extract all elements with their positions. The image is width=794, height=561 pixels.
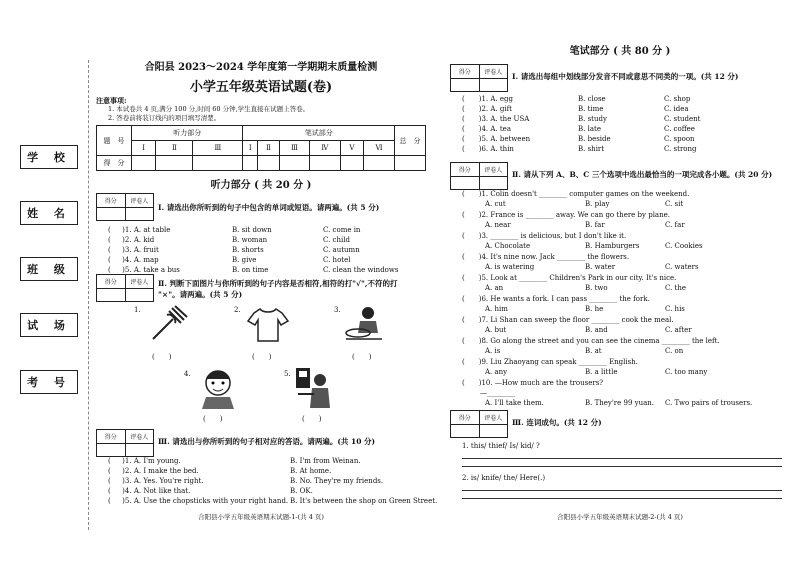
answer-line[interactable] — [462, 458, 782, 459]
option-b: B. at — [585, 347, 602, 355]
score-label: 得分 — [104, 433, 117, 441]
option-c: C. idea — [664, 105, 689, 113]
grader-label: 评卷人 — [125, 430, 154, 443]
table-col: Ⅰ — [243, 141, 257, 156]
option-c: C. autumn — [323, 246, 360, 254]
option-b: B. shirt — [578, 145, 605, 153]
question: ( )3. ________ is delicious, but I don't like it. — [462, 232, 627, 240]
cooking-picture — [344, 303, 384, 343]
score-table — [96, 125, 426, 171]
page-footer-2: 合阳县小学五年级英语期末试题-2-(共 4 页) — [557, 513, 683, 521]
page-footer-1: 合阳县小学五年级英语期末试题-1-(共 4 页) — [198, 513, 324, 521]
exam-title-line2: 小学五年级英语试题(卷) — [189, 80, 333, 95]
option-a: ( )4. A. Not like that. — [108, 487, 191, 495]
option-c: C. spoon — [664, 135, 695, 143]
school-label: 学 校 — [20, 145, 78, 169]
binding-line — [88, 60, 89, 530]
option-b: B. woman — [232, 236, 268, 244]
option-a: ( )5. A. between — [462, 135, 531, 143]
grader-label: 评卷人 — [479, 411, 508, 424]
grader-label: 评卷人 — [479, 65, 508, 78]
answer-paren[interactable]: ( ) — [352, 353, 372, 361]
l2-title-cont: "×"。请两遍。(共 5 分) — [158, 290, 243, 299]
answer-line[interactable] — [462, 466, 782, 467]
grader-label: 评卷人 — [125, 275, 154, 288]
option-b: B. time — [578, 105, 604, 113]
option-a: A. any — [485, 368, 508, 376]
pic-num: 4. — [184, 370, 191, 378]
option-b: B. study — [578, 115, 607, 123]
option-c: C. student — [664, 115, 701, 123]
option-a: ( )1. A. egg — [462, 95, 513, 103]
option-c: C. Cookies — [665, 242, 703, 250]
option-c: C. Two pairs of trousers. — [665, 399, 753, 407]
option-b: B. close — [578, 95, 606, 103]
option-a: A. near — [485, 221, 511, 229]
option-c: C. coffee — [664, 125, 695, 133]
option-c: C. after — [665, 326, 692, 334]
answer-paren[interactable]: ( ) — [302, 415, 322, 423]
option-c: C. shop — [664, 95, 691, 103]
option-a: ( )3. A. fruit — [108, 246, 159, 254]
question-cont: —________ — [480, 389, 515, 397]
table-col: Ⅱ — [257, 141, 279, 156]
question: ( )1. Colin doesn't ________ computer games on the weekend. — [462, 190, 690, 198]
option-b: B. on time — [232, 266, 269, 274]
option-a: ( )6. A. thin — [462, 145, 514, 153]
notice-line1: 1. 本试卷共 4 页,满分 100 分,时间 60 分钟,学生直接在试题上答卷。 — [108, 105, 310, 113]
option-b: B. shorts — [232, 246, 264, 254]
option-c: C. the — [665, 284, 687, 292]
score-box — [450, 162, 508, 190]
table-header-total: 总 分 — [395, 126, 426, 156]
score-box — [450, 64, 508, 92]
score-box — [450, 410, 508, 438]
option-a: A. is — [485, 347, 501, 355]
option-a: ( )1. A. at table — [108, 226, 171, 234]
option-c: C. clean the windows — [323, 266, 399, 274]
option-b: B. OK. — [290, 487, 313, 495]
option-c: C. his — [665, 305, 685, 313]
option-b: B. No. They're my friends. — [290, 477, 384, 485]
l1-title: Ⅰ. 请选出你所听到的句子中包含的单词或短语。请两遍。(共 5 分) — [158, 203, 380, 212]
boy-picture — [196, 367, 240, 409]
option-a: A. I'll take them. — [485, 399, 544, 407]
answer-line[interactable] — [462, 498, 782, 499]
table-col: Ⅰ — [132, 141, 156, 156]
written-title: 笔试部分 ( 共 80 分 ) — [569, 46, 671, 57]
option-b: B. sit down — [232, 226, 272, 234]
table-col: Ⅲ — [193, 141, 243, 156]
option-b: B. give — [232, 256, 257, 264]
option-b: B. and — [585, 326, 608, 334]
option-b: B. two — [585, 284, 608, 292]
answer-paren[interactable]: ( ) — [203, 415, 223, 423]
option-a: ( )1. A. I'm young. — [108, 457, 181, 465]
class-label: 班 级 — [20, 257, 78, 281]
table-col: Ⅱ — [156, 141, 193, 156]
score-box — [96, 193, 154, 221]
score-label: 得分 — [458, 68, 471, 76]
option-b: B. water — [585, 263, 616, 271]
pic-num: 2. — [234, 306, 241, 314]
score-label: 得分 — [104, 278, 117, 286]
table-header-number: 题 号 — [97, 126, 132, 156]
table-col: Ⅲ — [280, 141, 310, 156]
option-a: ( )2. A. I make the bed. — [108, 467, 199, 475]
option-c: C. come in — [323, 226, 361, 234]
option-c: C. hotel — [323, 256, 351, 264]
tshirt-picture — [246, 305, 290, 343]
name-label: 姓 名 — [20, 201, 78, 225]
l3-title: Ⅲ. 请选出与你所听到的句子相对应的答语。请两遍。(共 10 分) — [158, 437, 376, 446]
table-header-written: 笔试部分 — [243, 126, 395, 141]
option-c: C. strong — [664, 145, 697, 153]
l2-title: Ⅱ. 判断下面图片与你所听到的句子内容是否相符,相符的打"√",不符的打 — [158, 279, 398, 288]
option-b: B. late — [578, 125, 601, 133]
grader-label: 评卷人 — [125, 194, 154, 207]
option-b: B. Hamburgers — [585, 242, 640, 250]
option-a: ( )3. A. Yes. You're right. — [108, 477, 204, 485]
w3-title: Ⅲ. 连词成句。(共 12 分) — [512, 418, 602, 427]
notice-line2: 2. 答卷前将装订线内的项目填写清楚。 — [108, 114, 221, 122]
option-b: B. a little — [585, 368, 618, 376]
listening-title: 听力部分 ( 共 20 分 ) — [210, 180, 312, 191]
option-a: A. cut — [485, 200, 506, 208]
answer-paren[interactable]: ( ) — [252, 353, 272, 361]
score-label: 得分 — [458, 166, 471, 174]
table-col: Ⅳ — [309, 141, 340, 156]
option-c: C. on — [665, 347, 684, 355]
option-a: A. an — [485, 284, 504, 292]
option-c: C. waters — [665, 263, 699, 271]
pic-num: 5. — [284, 370, 291, 378]
option-a: ( )2. A. gift — [462, 105, 512, 113]
score-box — [96, 429, 154, 457]
question: ( )9. Liu Zhaoyang can speak ________ English. — [462, 358, 638, 366]
option-a: ( )2. A. kid — [108, 236, 155, 244]
w3-q1: 1. this/ thief/ Is/ kid/ ? — [462, 442, 540, 450]
answer-line[interactable] — [462, 490, 782, 491]
w1-title: Ⅰ. 请选出每组中划线部分发音不同或意思不同类的一项。(共 12 分) — [512, 72, 739, 81]
fork-picture — [147, 305, 191, 343]
number-label: 考 号 — [20, 370, 78, 394]
option-a: ( )5. A. take a bus — [108, 266, 180, 274]
option-a: A. but — [485, 326, 507, 334]
score-box — [96, 274, 154, 302]
table-col: Ⅵ — [364, 141, 395, 156]
question: ( )5. Look at ________ Children's Park in our city. It's nice. — [462, 274, 677, 282]
option-b: B. I'm from Weinan. — [290, 457, 361, 465]
option-c: C. sit — [665, 200, 684, 208]
option-b: B. They're 99 yuan. — [585, 399, 655, 407]
option-c: C. far — [665, 221, 685, 229]
answer-paren[interactable]: ( ) — [152, 353, 172, 361]
score-label: 得分 — [104, 197, 117, 205]
exam-title-line1: 合阳县 2023～2024 学年度第一学期期末质量检测 — [144, 62, 378, 73]
w2-title: Ⅱ. 请从下列 A、B、C 三个选项中选出最恰当的一项完成各小题。(共 20 分) — [512, 170, 773, 179]
pic-num: 1. — [134, 306, 141, 314]
option-b: B. far — [585, 221, 605, 229]
question: ( )8. Go along the street and you can see the cinema ________ the left. — [462, 337, 720, 345]
table-row-score: 得 分 — [97, 156, 132, 171]
option-b: B. beside — [578, 135, 611, 143]
option-b: B. At home. — [290, 467, 332, 475]
question: ( )6. He wants a fork. I can pass ________ the fork. — [462, 295, 650, 303]
option-a: ( )3. A. the USA — [462, 115, 530, 123]
option-c: C. child — [323, 236, 350, 244]
option-a: ( )5. A. Use the chopsticks with your right hand. — [108, 497, 289, 505]
option-a: A. him — [485, 305, 508, 313]
waiter-picture — [294, 366, 334, 410]
option-b: B. It's between the shop on Green Street. — [290, 497, 438, 505]
option-a: ( )4. A. map — [108, 256, 159, 264]
option-a: A. Chocolate — [485, 242, 531, 250]
question: ( )2. France is ________ away. We can go there by plane. — [462, 211, 670, 219]
w3-q2: 2. is/ knife/ the/ Here(.) — [462, 474, 546, 482]
question: ( )7. Li Shan can sweep the floor ________ cook the meal. — [462, 316, 674, 324]
option-a: A. is watering — [485, 263, 535, 271]
question: ( )4. It's nine now. Jack ________ the flowers. — [462, 253, 630, 261]
pic-num: 3. — [334, 306, 341, 314]
table-col: Ⅴ — [340, 141, 363, 156]
grader-label: 评卷人 — [479, 163, 508, 176]
score-label: 得分 — [458, 414, 471, 422]
option-c: C. too many — [665, 368, 708, 376]
room-label: 试 场 — [20, 313, 78, 337]
question: ( )10. —How much are the trousers? — [462, 379, 604, 387]
option-a: ( )4. A. tea — [462, 125, 511, 133]
option-b: B. play — [585, 200, 610, 208]
table-header-listening: 听力部分 — [132, 126, 243, 141]
notice-title: 注意事项: — [96, 96, 127, 105]
option-b: B. he — [585, 305, 604, 313]
